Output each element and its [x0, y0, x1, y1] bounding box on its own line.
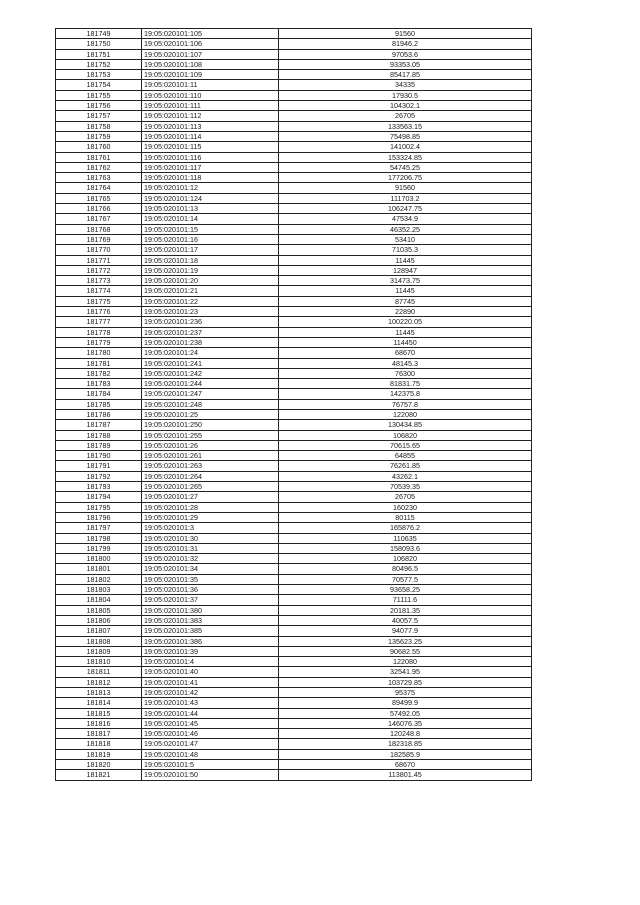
table-row [56, 49, 532, 59]
row-number: 181756 [56, 101, 142, 111]
row-number: 181753 [56, 70, 142, 80]
cadastral-number: 19:05:020101:247 [142, 389, 279, 399]
row-number: 181760 [56, 142, 142, 152]
cadastral-value: 31473.75 [279, 276, 532, 286]
cadastral-number: 19:05:020101:37 [142, 595, 279, 605]
cadastral-number: 19:05:020101:12 [142, 183, 279, 193]
table-row [56, 337, 532, 347]
cadastral-value: 54745.25 [279, 162, 532, 172]
cadastral-value: 85417.85 [279, 70, 532, 80]
cadastral-number: 19:05:020101:242 [142, 368, 279, 378]
cadastral-value: 48145.3 [279, 358, 532, 368]
table-row [56, 204, 532, 214]
row-number: 181752 [56, 59, 142, 69]
table-row [56, 605, 532, 615]
cadastral-number: 19:05:020101:386 [142, 636, 279, 646]
table-row [56, 152, 532, 162]
cadastral-number: 19:05:020101:111 [142, 101, 279, 111]
cadastral-value: 22890 [279, 307, 532, 317]
row-number: 181820 [56, 760, 142, 770]
row-number: 181770 [56, 245, 142, 255]
cadastral-value: 11445 [279, 286, 532, 296]
cadastral-number: 19:05:020101:26 [142, 440, 279, 450]
table-row [56, 657, 532, 667]
row-number: 181776 [56, 307, 142, 317]
cadastral-value: 103729.85 [279, 677, 532, 687]
table-row [56, 482, 532, 492]
cadastral-number: 19:05:020101:107 [142, 49, 279, 59]
table-row [56, 440, 532, 450]
row-number: 181816 [56, 718, 142, 728]
row-number: 181807 [56, 626, 142, 636]
row-number: 181786 [56, 409, 142, 419]
cadastral-value: 11445 [279, 327, 532, 337]
cadastral-number: 19:05:020101:115 [142, 142, 279, 152]
row-number: 181757 [56, 111, 142, 121]
row-number: 181819 [56, 749, 142, 759]
cadastral-value: 87745 [279, 296, 532, 306]
cadastral-number: 19:05:020101:241 [142, 358, 279, 368]
cadastral-number: 19:05:020101:34 [142, 564, 279, 574]
table-row [56, 420, 532, 430]
row-number: 181768 [56, 224, 142, 234]
row-number: 181767 [56, 214, 142, 224]
cadastral-number: 19:05:020101:43 [142, 698, 279, 708]
cadastral-value: 100220.05 [279, 317, 532, 327]
cadastral-value: 34335 [279, 80, 532, 90]
table-row [56, 523, 532, 533]
row-number: 181750 [56, 39, 142, 49]
row-number: 181804 [56, 595, 142, 605]
cadastral-value: 182318.85 [279, 739, 532, 749]
cadastral-number: 19:05:020101:18 [142, 255, 279, 265]
row-number: 181801 [56, 564, 142, 574]
cadastral-number: 19:05:020101:46 [142, 729, 279, 739]
cadastral-number: 19:05:020101:255 [142, 430, 279, 440]
row-number: 181784 [56, 389, 142, 399]
row-number: 181795 [56, 502, 142, 512]
cadastral-number: 19:05:020101:265 [142, 482, 279, 492]
cadastral-value: 106247.75 [279, 204, 532, 214]
cadastral-value: 47534.9 [279, 214, 532, 224]
cadastral-number: 19:05:020101:236 [142, 317, 279, 327]
cadastral-value: 153324.85 [279, 152, 532, 162]
table-row [56, 111, 532, 121]
cadastral-value: 130434.85 [279, 420, 532, 430]
row-number: 181789 [56, 440, 142, 450]
cadastral-value: 46352.25 [279, 224, 532, 234]
row-number: 181780 [56, 348, 142, 358]
row-number: 181785 [56, 399, 142, 409]
cadastral-value: 106820 [279, 554, 532, 564]
table-row [56, 512, 532, 522]
row-number: 181762 [56, 162, 142, 172]
row-number: 181805 [56, 605, 142, 615]
table-row [56, 183, 532, 193]
cadastral-number: 19:05:020101:263 [142, 461, 279, 471]
cadastral-value: 113801.45 [279, 770, 532, 780]
row-number: 181751 [56, 49, 142, 59]
cadastral-value: 177206.75 [279, 173, 532, 183]
table-row [56, 636, 532, 646]
cadastral-value: 71111.6 [279, 595, 532, 605]
cadastral-value: 91560 [279, 183, 532, 193]
table-row [56, 739, 532, 749]
row-number: 181791 [56, 461, 142, 471]
cadastral-number: 19:05:020101:15 [142, 224, 279, 234]
cadastral-number: 19:05:020101:50 [142, 770, 279, 780]
cadastral-value: 32541.95 [279, 667, 532, 677]
table-row [56, 399, 532, 409]
table-row [56, 317, 532, 327]
row-number: 181759 [56, 131, 142, 141]
cadastral-value: 93658.25 [279, 585, 532, 595]
table-row [56, 193, 532, 203]
cadastral-number: 19:05:020101:250 [142, 420, 279, 430]
cadastral-value: 142375.8 [279, 389, 532, 399]
cadastral-number: 19:05:020101:40 [142, 667, 279, 677]
cadastral-number: 19:05:020101:380 [142, 605, 279, 615]
row-number: 181765 [56, 193, 142, 203]
cadastral-number: 19:05:020101:27 [142, 492, 279, 502]
row-number: 181775 [56, 296, 142, 306]
row-number: 181790 [56, 451, 142, 461]
cadastral-value: 111703.2 [279, 193, 532, 203]
cadastral-value: 182585.9 [279, 749, 532, 759]
cadastral-value: 17930.5 [279, 90, 532, 100]
cadastral-number: 19:05:020101:112 [142, 111, 279, 121]
cadastral-number: 19:05:020101:28 [142, 502, 279, 512]
table-row [56, 585, 532, 595]
cadastral-value: 91560 [279, 29, 532, 39]
cadastral-number: 19:05:020101:42 [142, 688, 279, 698]
row-number: 181758 [56, 121, 142, 131]
cadastral-value: 70615.65 [279, 440, 532, 450]
table-row [56, 430, 532, 440]
table-row [56, 80, 532, 90]
row-number: 181764 [56, 183, 142, 193]
cadastral-number: 19:05:020101:16 [142, 234, 279, 244]
row-number: 181818 [56, 739, 142, 749]
cadastral-value: 11445 [279, 255, 532, 265]
table-row [56, 389, 532, 399]
cadastral-value: 122080 [279, 409, 532, 419]
table-row [56, 729, 532, 739]
cadastral-value: 76261.85 [279, 461, 532, 471]
cadastral-value: 158093.6 [279, 543, 532, 553]
table-row [56, 327, 532, 337]
row-number: 181799 [56, 543, 142, 553]
table-row [56, 255, 532, 265]
table-row [56, 368, 532, 378]
row-number: 181800 [56, 554, 142, 564]
row-number: 181812 [56, 677, 142, 687]
row-number: 181809 [56, 646, 142, 656]
row-number: 181763 [56, 173, 142, 183]
table-row [56, 70, 532, 80]
table-row [56, 358, 532, 368]
cadastral-value: 81946.2 [279, 39, 532, 49]
table-row [56, 770, 532, 780]
cadastral-value: 81831.75 [279, 379, 532, 389]
table-row [56, 451, 532, 461]
cadastral-number: 19:05:020101:237 [142, 327, 279, 337]
cadastral-number: 19:05:020101:13 [142, 204, 279, 214]
table-row [56, 162, 532, 172]
table-row [56, 677, 532, 687]
cadastral-value: 76300 [279, 368, 532, 378]
table-row [56, 245, 532, 255]
row-number: 181779 [56, 337, 142, 347]
table-row [56, 348, 532, 358]
cadastral-value: 106820 [279, 430, 532, 440]
row-number: 181787 [56, 420, 142, 430]
table-row [56, 29, 532, 39]
cadastral-number: 19:05:020101:36 [142, 585, 279, 595]
cadastral-number: 19:05:020101:105 [142, 29, 279, 39]
table-row [56, 698, 532, 708]
cadastral-value: 80115 [279, 512, 532, 522]
cadastral-number: 19:05:020101:39 [142, 646, 279, 656]
cadastral-value: 110635 [279, 533, 532, 543]
table-row [56, 121, 532, 131]
cadastral-number: 19:05:020101:22 [142, 296, 279, 306]
row-number: 181778 [56, 327, 142, 337]
cadastral-number: 19:05:020101:11 [142, 80, 279, 90]
row-number: 181814 [56, 698, 142, 708]
cadastral-value: 160230 [279, 502, 532, 512]
cadastral-value: 26705 [279, 492, 532, 502]
row-number: 181797 [56, 523, 142, 533]
cadastral-value: 53410 [279, 234, 532, 244]
row-number: 181793 [56, 482, 142, 492]
cadastral-value: 133563.15 [279, 121, 532, 131]
cadastral-value: 141002.4 [279, 142, 532, 152]
row-number: 181808 [56, 636, 142, 646]
cadastral-number: 19:05:020101:47 [142, 739, 279, 749]
cadastral-number: 19:05:020101:23 [142, 307, 279, 317]
row-number: 181788 [56, 430, 142, 440]
table-row [56, 214, 532, 224]
row-number: 181761 [56, 152, 142, 162]
cadastral-number: 19:05:020101:248 [142, 399, 279, 409]
table-row [56, 173, 532, 183]
cadastral-number: 19:05:020101:385 [142, 626, 279, 636]
row-number: 181810 [56, 657, 142, 667]
table-row [56, 749, 532, 759]
table-row [56, 90, 532, 100]
row-number: 181821 [56, 770, 142, 780]
cadastral-value: 97053.6 [279, 49, 532, 59]
cadastral-number: 19:05:020101:32 [142, 554, 279, 564]
cadastral-value: 20181.35 [279, 605, 532, 615]
cadastral-number: 19:05:020101:3 [142, 523, 279, 533]
cadastral-number: 19:05:020101:17 [142, 245, 279, 255]
table-row [56, 307, 532, 317]
cadastral-number: 19:05:020101:29 [142, 512, 279, 522]
cadastral-number: 19:05:020101:41 [142, 677, 279, 687]
table-row [56, 461, 532, 471]
cadastral-value: 43262.1 [279, 471, 532, 481]
cadastral-value: 64855 [279, 451, 532, 461]
cadastral-number: 19:05:020101:244 [142, 379, 279, 389]
cadastral-value: 120248.8 [279, 729, 532, 739]
row-number: 181798 [56, 533, 142, 543]
cadastral-number: 19:05:020101:108 [142, 59, 279, 69]
row-number: 181773 [56, 276, 142, 286]
cadastral-value: 165876.2 [279, 523, 532, 533]
row-number: 181771 [56, 255, 142, 265]
cadastral-number: 19:05:020101:44 [142, 708, 279, 718]
cadastral-number: 19:05:020101:116 [142, 152, 279, 162]
cadastral-number: 19:05:020101:5 [142, 760, 279, 770]
cadastral-value: 90682.55 [279, 646, 532, 656]
cadastral-value: 80496.5 [279, 564, 532, 574]
table-row [56, 574, 532, 584]
row-number: 181783 [56, 379, 142, 389]
cadastral-value: 68670 [279, 348, 532, 358]
table-row [56, 471, 532, 481]
table-row [56, 646, 532, 656]
table-row [56, 131, 532, 141]
cadastral-number: 19:05:020101:19 [142, 265, 279, 275]
table-row [56, 286, 532, 296]
table-row [56, 409, 532, 419]
table-row [56, 595, 532, 605]
cadastral-value: 57492.05 [279, 708, 532, 718]
row-number: 181803 [56, 585, 142, 595]
row-number: 181794 [56, 492, 142, 502]
row-number: 181755 [56, 90, 142, 100]
table-row [56, 626, 532, 636]
table-body [56, 29, 532, 781]
cadastral-number: 19:05:020101:20 [142, 276, 279, 286]
cadastral-value: 146076.35 [279, 718, 532, 728]
cadastral-value: 70539.35 [279, 482, 532, 492]
cadastral-number: 19:05:020101:31 [142, 543, 279, 553]
table-row [56, 533, 532, 543]
row-number: 181781 [56, 358, 142, 368]
cadastral-value: 93353.05 [279, 59, 532, 69]
table-row [56, 276, 532, 286]
cadastral-number: 19:05:020101:48 [142, 749, 279, 759]
cadastral-number: 19:05:020101:118 [142, 173, 279, 183]
cadastral-value: 76757.8 [279, 399, 532, 409]
cadastral-number: 19:05:020101:109 [142, 70, 279, 80]
table-row [56, 59, 532, 69]
cadastral-number: 19:05:020101:383 [142, 615, 279, 625]
cadastral-number: 19:05:020101:21 [142, 286, 279, 296]
row-number: 181792 [56, 471, 142, 481]
table-row [56, 101, 532, 111]
cadastral-value: 94077.9 [279, 626, 532, 636]
cadastral-value: 26705 [279, 111, 532, 121]
cadastral-number: 19:05:020101:25 [142, 409, 279, 419]
cadastral-number: 19:05:020101:114 [142, 131, 279, 141]
row-number: 181774 [56, 286, 142, 296]
cadastral-value: 71035.3 [279, 245, 532, 255]
table-row [56, 760, 532, 770]
table-row [56, 688, 532, 698]
row-number: 181806 [56, 615, 142, 625]
table-row [56, 667, 532, 677]
cadastral-value: 40057.5 [279, 615, 532, 625]
cadastral-value: 114450 [279, 337, 532, 347]
row-number: 181749 [56, 29, 142, 39]
table-row [56, 708, 532, 718]
table-row [56, 142, 532, 152]
cadastral-number: 19:05:020101:106 [142, 39, 279, 49]
cadastral-value: 70577.5 [279, 574, 532, 584]
cadastral-number: 19:05:020101:110 [142, 90, 279, 100]
row-number: 181817 [56, 729, 142, 739]
cadastral-number: 19:05:020101:35 [142, 574, 279, 584]
cadastral-number: 19:05:020101:24 [142, 348, 279, 358]
table-row [56, 39, 532, 49]
table-row [56, 296, 532, 306]
cadastral-value: 95375 [279, 688, 532, 698]
cadastral-number: 19:05:020101:113 [142, 121, 279, 131]
row-number: 181754 [56, 80, 142, 90]
table-row [56, 265, 532, 275]
cadastral-number: 19:05:020101:4 [142, 657, 279, 667]
row-number: 181802 [56, 574, 142, 584]
cadastral-number: 19:05:020101:30 [142, 533, 279, 543]
row-number: 181813 [56, 688, 142, 698]
cadastral-value: 89499.9 [279, 698, 532, 708]
row-number: 181772 [56, 265, 142, 275]
row-number: 181769 [56, 234, 142, 244]
row-number: 181766 [56, 204, 142, 214]
table-row [56, 224, 532, 234]
cadastral-number: 19:05:020101:45 [142, 718, 279, 728]
table-row [56, 615, 532, 625]
row-number: 181811 [56, 667, 142, 677]
cadastral-value: 75498.85 [279, 131, 532, 141]
table-row [56, 502, 532, 512]
cadastral-value: 128947 [279, 265, 532, 275]
table-row [56, 564, 532, 574]
cadastral-number: 19:05:020101:264 [142, 471, 279, 481]
cadastral-number: 19:05:020101:238 [142, 337, 279, 347]
table-row [56, 492, 532, 502]
row-number: 181782 [56, 368, 142, 378]
table-row [56, 554, 532, 564]
cadastral-number: 19:05:020101:117 [142, 162, 279, 172]
cadastral-number: 19:05:020101:261 [142, 451, 279, 461]
cadastral-number: 19:05:020101:124 [142, 193, 279, 203]
row-number: 181815 [56, 708, 142, 718]
cadastral-value: 68670 [279, 760, 532, 770]
cadastral-value: 135623.25 [279, 636, 532, 646]
cadastral-value-table [55, 28, 532, 781]
table-row [56, 543, 532, 553]
table-row [56, 718, 532, 728]
table-row [56, 234, 532, 244]
cadastral-value: 122080 [279, 657, 532, 667]
cadastral-number: 19:05:020101:14 [142, 214, 279, 224]
cadastral-value: 104302.1 [279, 101, 532, 111]
row-number: 181796 [56, 512, 142, 522]
row-number: 181777 [56, 317, 142, 327]
table-row [56, 379, 532, 389]
